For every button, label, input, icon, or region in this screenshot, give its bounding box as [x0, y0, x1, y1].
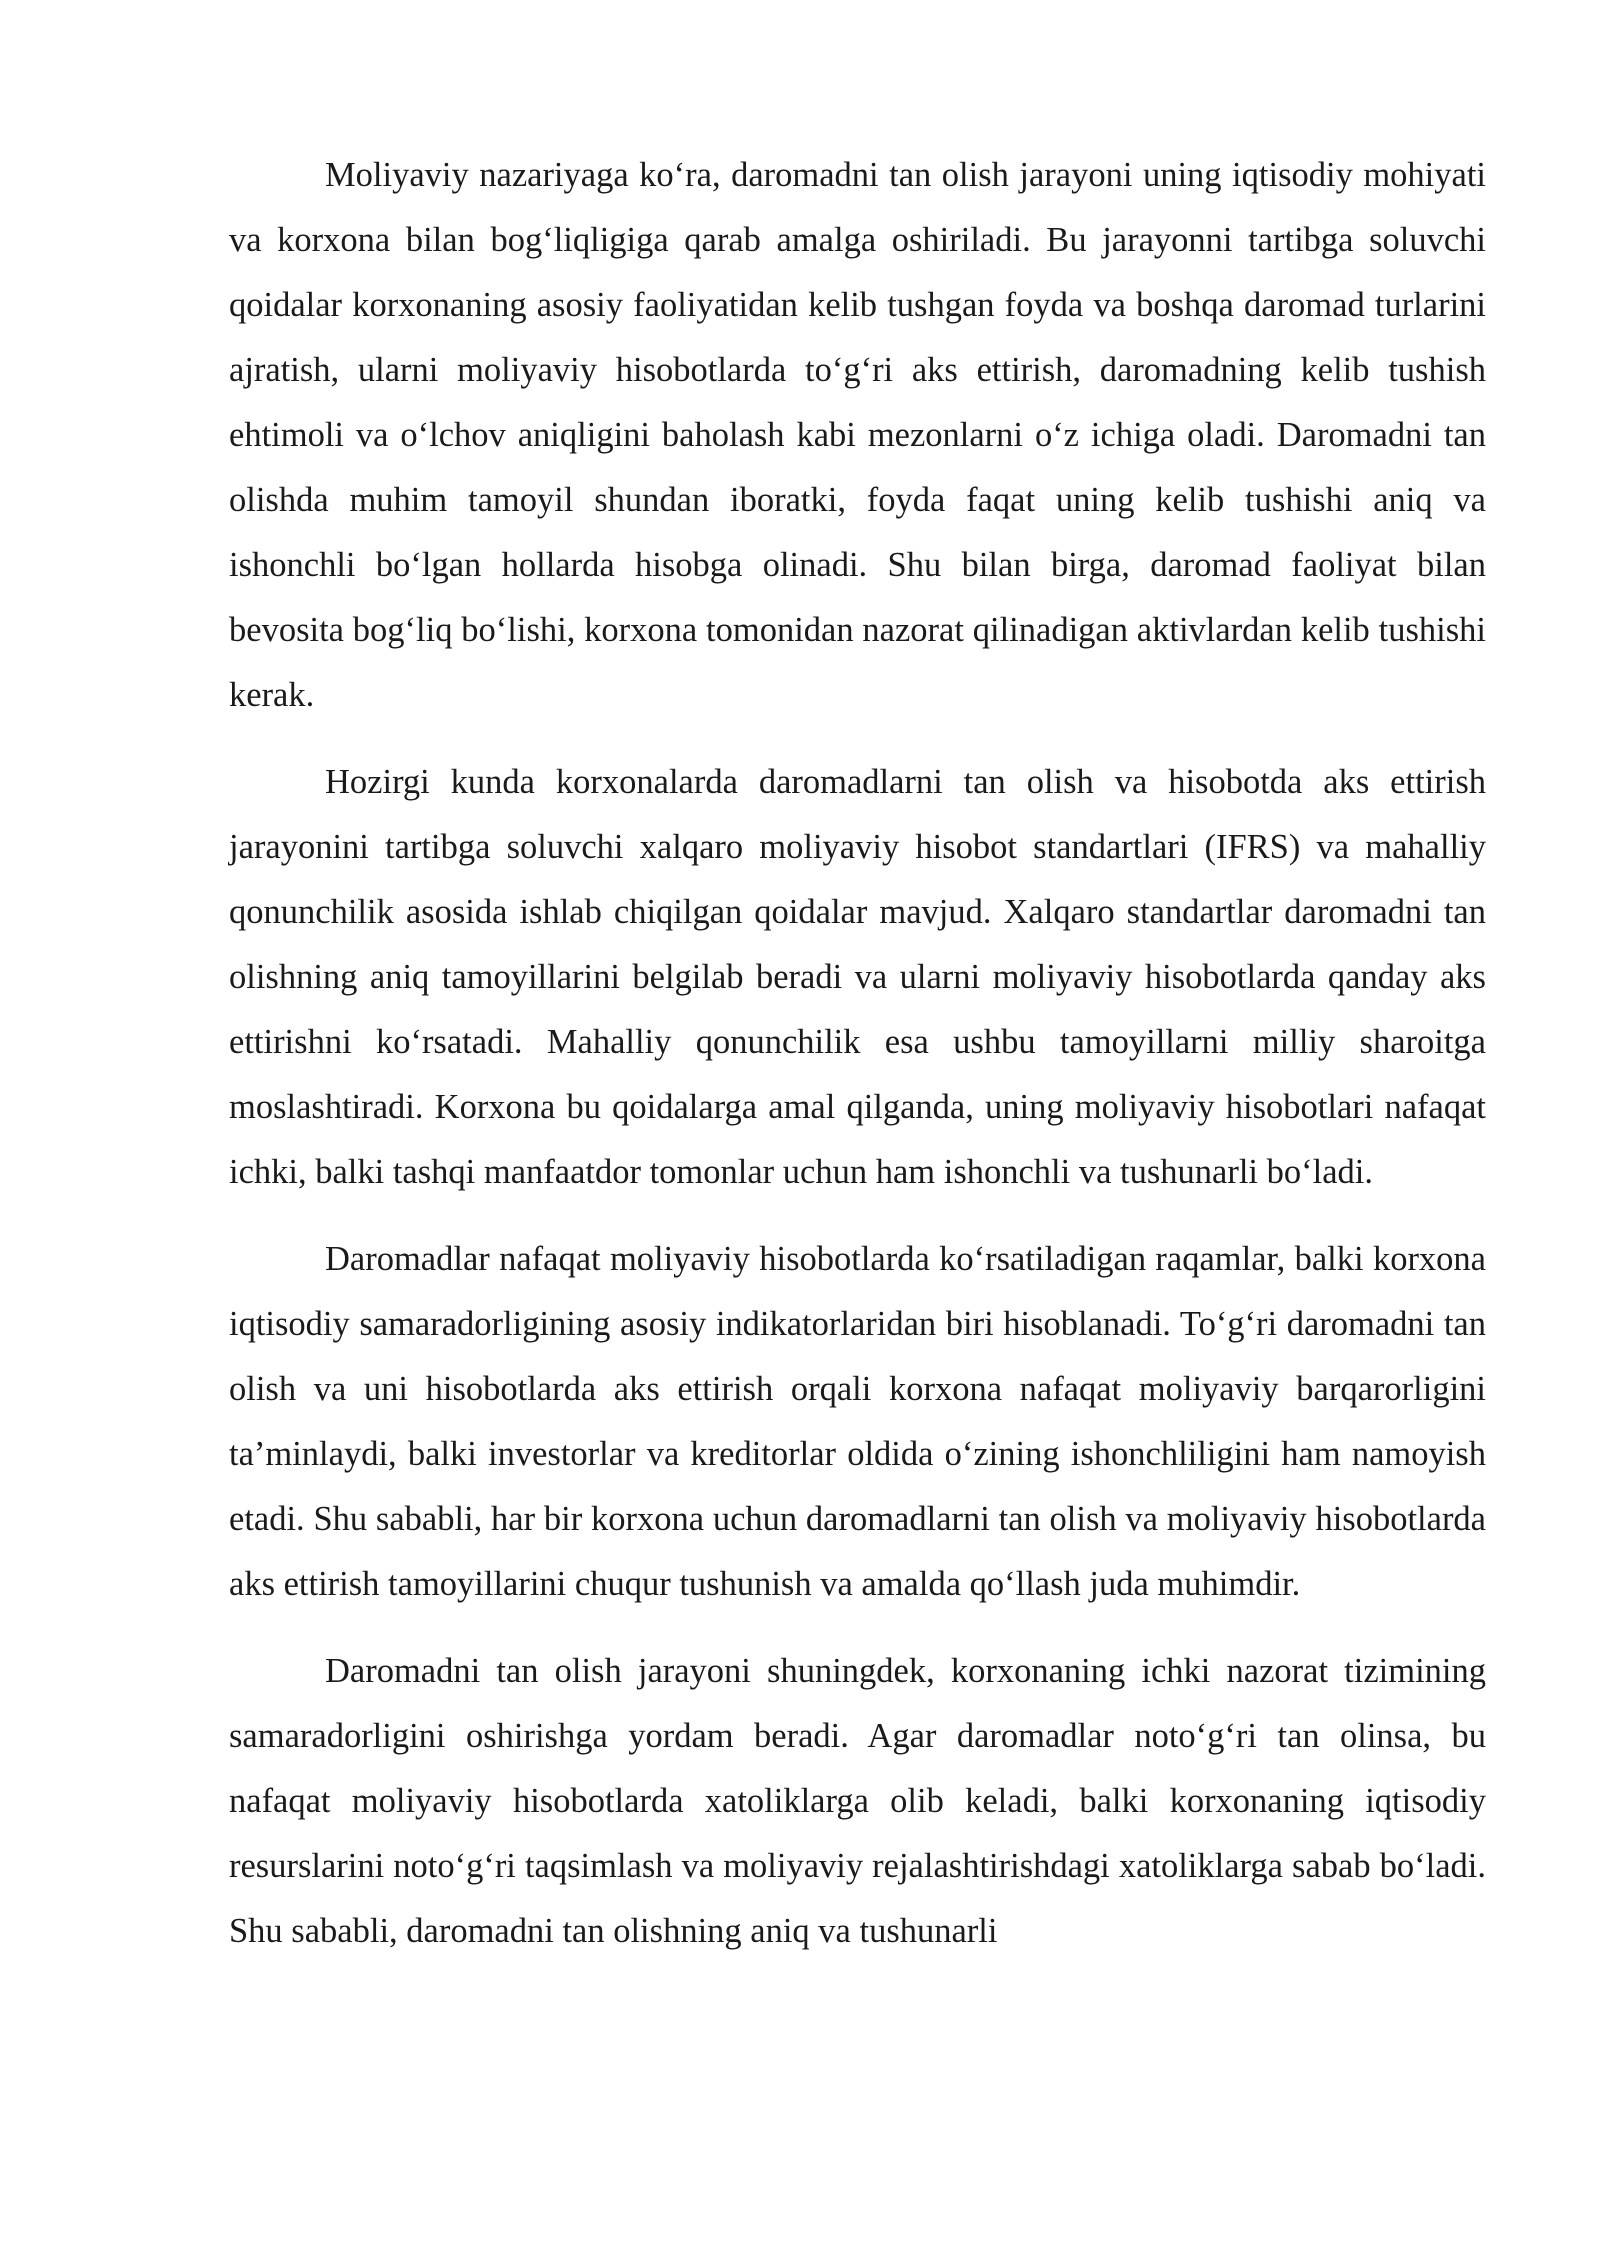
paragraph-revenue-recognition-theory: Moliyaviy nazariyaga ko‘ra, daromadni tan olish jarayoni uning iqtisodiy mohiyati va korxona bilan bog‘liqligiga qarab amalga oshiriladi. Bu jarayonni tartibga soluvchi qoidalar korxonaning asosiy faoliyatidan kelib tushgan foyda va boshqa daromad turlarini ajratish, ularni moliyaviy hisobotlarda to‘g‘ri aks ettirish, daromadning kelib tushish ehtimoli va o‘lchov aniqligini baholash kabi mezonlarni o‘z ichiga oladi. Daromadni tan olishda muhim tamoyil shundan iboratki, foyda faqat uning kelib tushishi aniq va ishonchli bo‘lgan hollarda hisobga olinadi. Shu bilan birga, daromad faoliyat bilan bevosita bog‘liq bo‘lishi, korxona tomonidan nazorat qilinadigan aktivlardan kelib tushishi kerak. — [229, 156, 1486, 714]
paragraph-internal-control: Daromadni tan olish jarayoni shuningdek, korxonaning ichki nazorat tizimining samaradorligini oshirishga yordam beradi. Agar daromadlar noto‘g‘ri tan olinsa, bu nafaqat moliyaviy hisobotlarda xatoliklarga olib keladi, balki korxonaning iqtisodiy resurslarini noto‘g‘ri taqsimlash va moliyaviy rejalashtirishdagi xatoliklarga sabab bo‘ladi. Shu sababli, daromadni tan olishning aniq va tushunarli — [229, 1652, 1486, 1950]
paragraph-revenue-indicators: Daromadlar nafaqat moliyaviy hisobotlarda ko‘rsatiladigan raqamlar, balki korxona iqtisodiy samaradorligining asosiy indikatorlaridan biri hisoblanadi. To‘g‘ri daromadni tan olish va uni hisobotlarda aks ettirish orqali korxona nafaqat moliyaviy barqarorligini ta’minlaydi, balki investorlar va kreditorlar oldida o‘zining ishonchliligini ham namoyish etadi. Shu sababli, har bir korxona uchun daromadlarni tan olish va moliyaviy hisobotlarda aks ettirish tamoyillarini chuqur tushunish va amalda qo‘llash juda muhimdir. — [229, 1240, 1486, 1603]
paragraph-ifrs-standards: Hozirgi kunda korxonalarda daromadlarni tan olish va hisobotda aks ettirish jarayonini tartibga soluvchi xalqaro moliyaviy hisobot standartlari (IFRS) va mahalliy qonunchilik asosida ishlab chiqilgan qoidalar mavjud. Xalqaro standartlar daromadni tan olishning aniq tamoyillarini belgilab beradi va ularni moliyaviy hisobotlarda qanday aks ettirishni ko‘rsatadi. Mahalliy qonunchilik esa ushbu tamoyillarni milliy sharoitga moslashtiradi. Korxona bu qoidalarga amal qilganda, uning moliyaviy hisobotlari nafaqat ichki, balki tashqi manfaatdor tomonlar uchun ham ishonchli va tushunarli bo‘ladi. — [229, 763, 1486, 1191]
document-body — [229, 143, 1486, 1986]
